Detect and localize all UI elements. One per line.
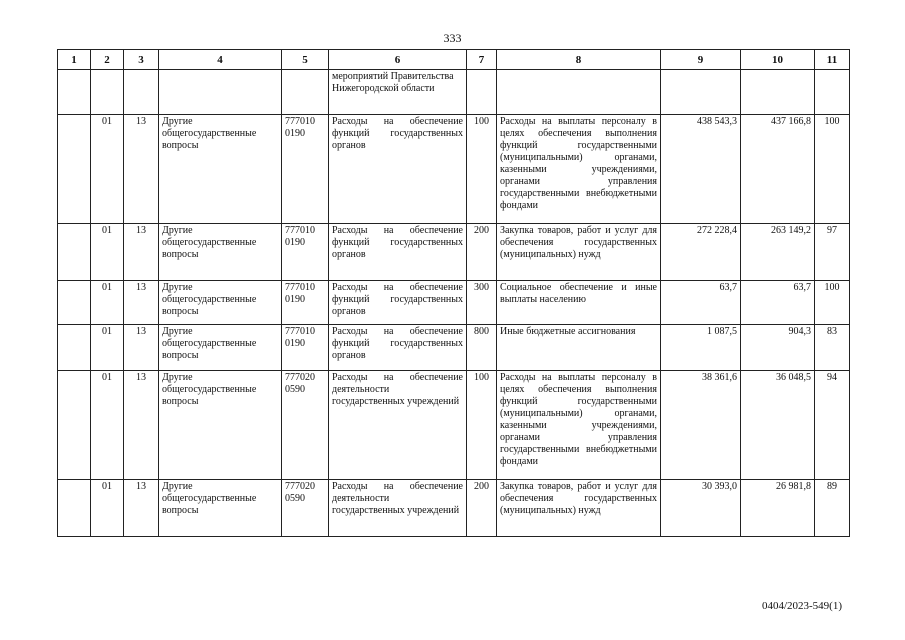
cell-section [91, 70, 124, 115]
cell-expense-name: Закупка товаров, работ и услуг для обеспечения государственных (муниципальных) нужд [497, 224, 661, 281]
page-number: 333 [443, 31, 462, 45]
cell-percent: 94 [815, 371, 850, 480]
cell-expense-name [497, 70, 661, 115]
cell-target-name: Расходы на обеспечение деятельности государственных учреждений [329, 480, 467, 537]
cell-executed: 36 048,5 [741, 371, 815, 480]
cell-planned: 272 228,4 [661, 224, 741, 281]
cell-target-name: мероприятий Правительства Нижегородской области [329, 70, 467, 115]
cell-expense-name: Социальное обеспечение и иные выплаты населению [497, 281, 661, 325]
cell-subsection: 13 [124, 371, 159, 480]
cell-index [58, 371, 91, 480]
cell-expense-code: 100 [467, 371, 497, 480]
cell-expense-code: 200 [467, 480, 497, 537]
cell-section: 01 [91, 480, 124, 537]
cell-executed [741, 70, 815, 115]
col-header: 6 [329, 50, 467, 70]
cell-expense-code: 800 [467, 325, 497, 371]
cell-planned: 1 087,5 [661, 325, 741, 371]
col-header: 11 [815, 50, 850, 70]
cell-planned: 38 361,6 [661, 371, 741, 480]
cell-section-name [159, 70, 282, 115]
cell-percent: 83 [815, 325, 850, 371]
cell-planned [661, 70, 741, 115]
cell-expense-name: Расходы на выплаты персоналу в целях обеспечения выполнения функций государственными (муниципальными) органами, казенными учреждениями, органами управления государственными внебюджетными фондами [497, 115, 661, 224]
cell-expense-name: Иные бюджетные ассигнования [497, 325, 661, 371]
cell-subsection: 13 [124, 480, 159, 537]
cell-section: 01 [91, 371, 124, 480]
cell-target-code: 777010 0190 [282, 325, 329, 371]
cell-target-name: Расходы на обеспечение функций государственных органов [329, 325, 467, 371]
cell-subsection: 13 [124, 325, 159, 371]
cell-planned: 63,7 [661, 281, 741, 325]
col-header: 10 [741, 50, 815, 70]
col-header: 5 [282, 50, 329, 70]
cell-executed: 904,3 [741, 325, 815, 371]
cell-executed: 263 149,2 [741, 224, 815, 281]
cell-index [58, 70, 91, 115]
cell-percent: 89 [815, 480, 850, 537]
cell-expense-code [467, 70, 497, 115]
cell-target-code: 777010 0190 [282, 224, 329, 281]
table-row [58, 371, 850, 480]
cell-section: 01 [91, 115, 124, 224]
cell-section: 01 [91, 281, 124, 325]
col-header: 1 [58, 50, 91, 70]
cell-section-name: Другие общегосударственные вопросы [159, 224, 282, 281]
cell-section: 01 [91, 224, 124, 281]
cell-subsection: 13 [124, 115, 159, 224]
table-row [58, 224, 850, 281]
col-header: 3 [124, 50, 159, 70]
cell-target-code: 777020 0590 [282, 371, 329, 480]
cell-index [58, 115, 91, 224]
cell-target-name: Расходы на обеспечение функций государственных органов [329, 224, 467, 281]
cell-section-name: Другие общегосударственные вопросы [159, 115, 282, 224]
cell-executed: 437 166,8 [741, 115, 815, 224]
cell-subsection: 13 [124, 224, 159, 281]
cell-expense-name: Расходы на выплаты персоналу в целях обеспечения выполнения функций государственными (муниципальными) органами, казенными учреждениями, органами управления государственными внебюджетными фондами [497, 371, 661, 480]
cell-target-name: Расходы на обеспечение деятельности государственных учреждений [329, 371, 467, 480]
cell-expense-code: 200 [467, 224, 497, 281]
cell-expense-name: Закупка товаров, работ и услуг для обеспечения государственных (муниципальных) нужд [497, 480, 661, 537]
col-header: 7 [467, 50, 497, 70]
table-row [58, 70, 850, 115]
cell-target-code [282, 70, 329, 115]
cell-executed: 63,7 [741, 281, 815, 325]
budget-table [57, 49, 850, 537]
cell-percent [815, 70, 850, 115]
cell-target-name: Расходы на обеспечение функций государственных органов [329, 281, 467, 325]
table-row [58, 281, 850, 325]
col-header: 2 [91, 50, 124, 70]
cell-percent: 97 [815, 224, 850, 281]
document-code: 0404/2023-549(1) [761, 600, 842, 612]
col-header: 8 [497, 50, 661, 70]
cell-percent: 100 [815, 115, 850, 224]
cell-index [58, 224, 91, 281]
cell-subsection [124, 70, 159, 115]
cell-expense-code: 300 [467, 281, 497, 325]
table-row [58, 115, 850, 224]
cell-planned: 30 393,0 [661, 480, 741, 537]
table-row [58, 480, 850, 537]
cell-section: 01 [91, 325, 124, 371]
cell-section-name: Другие общегосударственные вопросы [159, 281, 282, 325]
cell-index [58, 480, 91, 537]
col-header: 4 [159, 50, 282, 70]
cell-section-name: Другие общегосударственные вопросы [159, 325, 282, 371]
cell-index [58, 325, 91, 371]
header-row [58, 50, 850, 70]
cell-percent: 100 [815, 281, 850, 325]
cell-target-name: Расходы на обеспечение функций государственных органов [329, 115, 467, 224]
cell-target-code: 777010 0190 [282, 115, 329, 224]
cell-planned: 438 543,3 [661, 115, 741, 224]
col-header: 9 [661, 50, 741, 70]
cell-target-code: 777020 0590 [282, 480, 329, 537]
cell-subsection: 13 [124, 281, 159, 325]
cell-section-name: Другие общегосударственные вопросы [159, 371, 282, 480]
cell-expense-code: 100 [467, 115, 497, 224]
cell-target-code: 777010 0190 [282, 281, 329, 325]
table-row [58, 325, 850, 371]
cell-index [58, 281, 91, 325]
cell-section-name: Другие общегосударственные вопросы [159, 480, 282, 537]
cell-executed: 26 981,8 [741, 480, 815, 537]
